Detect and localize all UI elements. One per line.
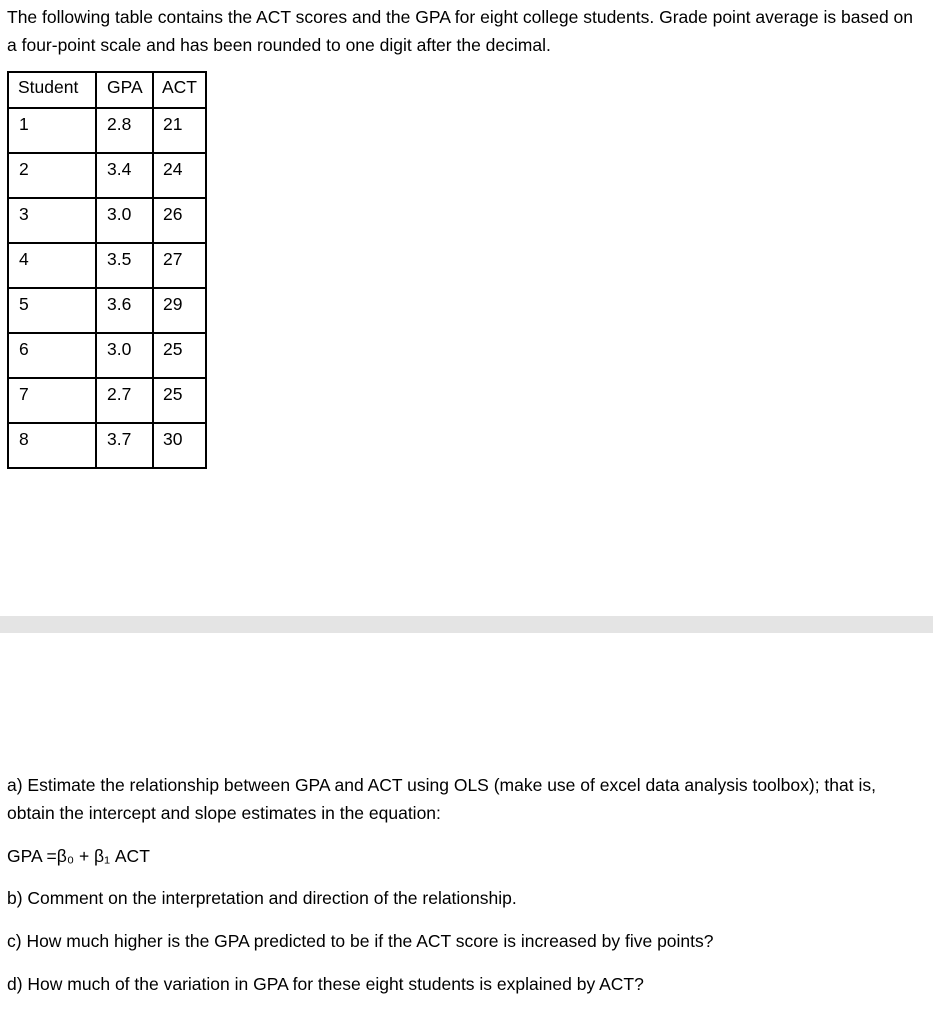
- cell-act: 25: [153, 333, 206, 378]
- table-row: [8, 423, 206, 468]
- table-row: [8, 333, 206, 378]
- header-student: Student: [8, 72, 96, 108]
- table-row: [8, 288, 206, 333]
- cell-student: 4: [8, 243, 96, 288]
- cell-act: 21: [153, 108, 206, 153]
- cell-act: 27: [153, 243, 206, 288]
- cell-gpa: 3.0: [96, 198, 153, 243]
- cell-gpa: 3.5: [96, 243, 153, 288]
- cell-student: 8: [8, 423, 96, 468]
- cell-student: 1: [8, 108, 96, 153]
- question-c: c) How much higher is the GPA predicted to be if the ACT score is increased by five points?: [7, 931, 714, 951]
- table-row: [8, 198, 206, 243]
- regression-equation: GPA =β₀ + β₁ ACT: [7, 846, 150, 866]
- cell-gpa: 3.7: [96, 423, 153, 468]
- question-a: a) Estimate the relationship between GPA and ACT using OLS (make use of excel data analysis toolbox); that is, obtain the intercept and slope estimates in the equation:: [7, 775, 876, 823]
- table-header-row: [8, 72, 206, 108]
- cell-act: 25: [153, 378, 206, 423]
- cell-gpa: 2.7: [96, 378, 153, 423]
- cell-act: 29: [153, 288, 206, 333]
- cell-student: 3: [8, 198, 96, 243]
- section-divider: [0, 616, 933, 633]
- question-d: d) How much of the variation in GPA for these eight students is explained by ACT?: [7, 974, 644, 994]
- cell-act: 30: [153, 423, 206, 468]
- header-gpa: GPA: [96, 72, 153, 108]
- cell-act: 26: [153, 198, 206, 243]
- cell-gpa: 3.4: [96, 153, 153, 198]
- cell-student: 6: [8, 333, 96, 378]
- cell-gpa: 3.6: [96, 288, 153, 333]
- data-table: [7, 71, 207, 469]
- cell-student: 5: [8, 288, 96, 333]
- intro-paragraph: The following table contains the ACT scores and the GPA for eight college students. Grade point average is based on a four-point scale and has been rounded to one digit after the decimal.: [7, 7, 914, 55]
- header-act: ACT: [153, 72, 206, 108]
- table-row: [8, 378, 206, 423]
- cell-gpa: 2.8: [96, 108, 153, 153]
- table-row: [8, 153, 206, 198]
- table-row: [8, 108, 206, 153]
- cell-act: 24: [153, 153, 206, 198]
- cell-student: 2: [8, 153, 96, 198]
- cell-student: 7: [8, 378, 96, 423]
- cell-gpa: 3.0: [96, 333, 153, 378]
- question-b: b) Comment on the interpretation and direction of the relationship.: [7, 888, 517, 908]
- table-row: [8, 243, 206, 288]
